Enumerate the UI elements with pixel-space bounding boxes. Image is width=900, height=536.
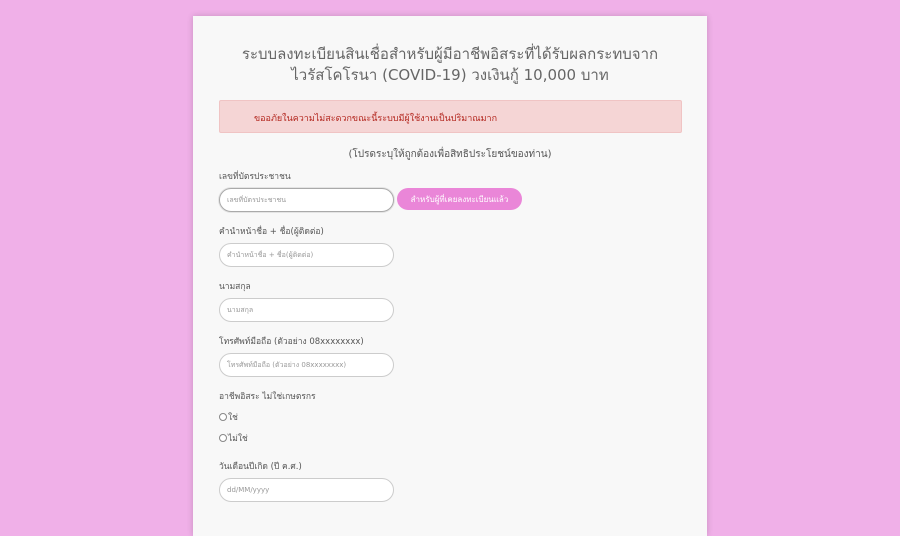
name-input[interactable] xyxy=(219,243,394,267)
alert-box xyxy=(219,100,682,133)
occupation-option-no-label: ไม่ใช่ xyxy=(228,434,248,444)
birthdate-label: วันเดือนปีเกิด (ปี ค.ศ.) xyxy=(219,462,302,472)
occupation-option-yes-label: ใช่ xyxy=(228,413,238,423)
page-title xyxy=(193,44,707,86)
registered-user-button[interactable]: สำหรับผู้ที่เคยลงทะเบียนแล้ว xyxy=(397,188,522,210)
alert-message: ขออภัยในความไม่สะดวกขณะนี้ระบบมีผู้ใช้งานเป็นปริมาณมาก xyxy=(254,114,498,124)
birthdate-input[interactable] xyxy=(219,478,394,502)
occupation-label: อาชีพอิสระ ไม่ใช่เกษตรกร xyxy=(219,392,316,402)
title-line-2: ไวรัสโคโรนา (COVID-19) วงเงินกู้ 10,000 บาท xyxy=(291,66,609,84)
occupation-option-yes[interactable] xyxy=(219,410,238,424)
form-hint: (โปรดระบุให้ถูกต้องเพื่อสิทธิประโยชน์ของท่าน) xyxy=(348,149,552,160)
name-label: คำนำหน้าชื่อ + ชื่อ(ผู้ติดต่อ) xyxy=(219,227,324,237)
surname-label: นามสกุล xyxy=(219,282,251,292)
surname-input[interactable] xyxy=(219,298,394,322)
occupation-option-no[interactable] xyxy=(219,431,248,445)
phone-input[interactable] xyxy=(219,353,394,377)
title-line-1: ระบบลงทะเบียนสินเชื่อสำหรับผู้มีอาชีพอิสระที่ได้รับผลกระทบจาก xyxy=(241,45,659,63)
id-card-label: เลขที่บัตรประชาชน xyxy=(219,172,291,182)
registration-card xyxy=(193,16,707,536)
id-card-input[interactable] xyxy=(219,188,394,212)
phone-label: โทรศัพท์มือถือ (ตัวอย่าง 08xxxxxxxx) xyxy=(219,337,364,347)
radio-button-yes[interactable] xyxy=(219,413,227,421)
radio-button-no[interactable] xyxy=(219,434,227,442)
